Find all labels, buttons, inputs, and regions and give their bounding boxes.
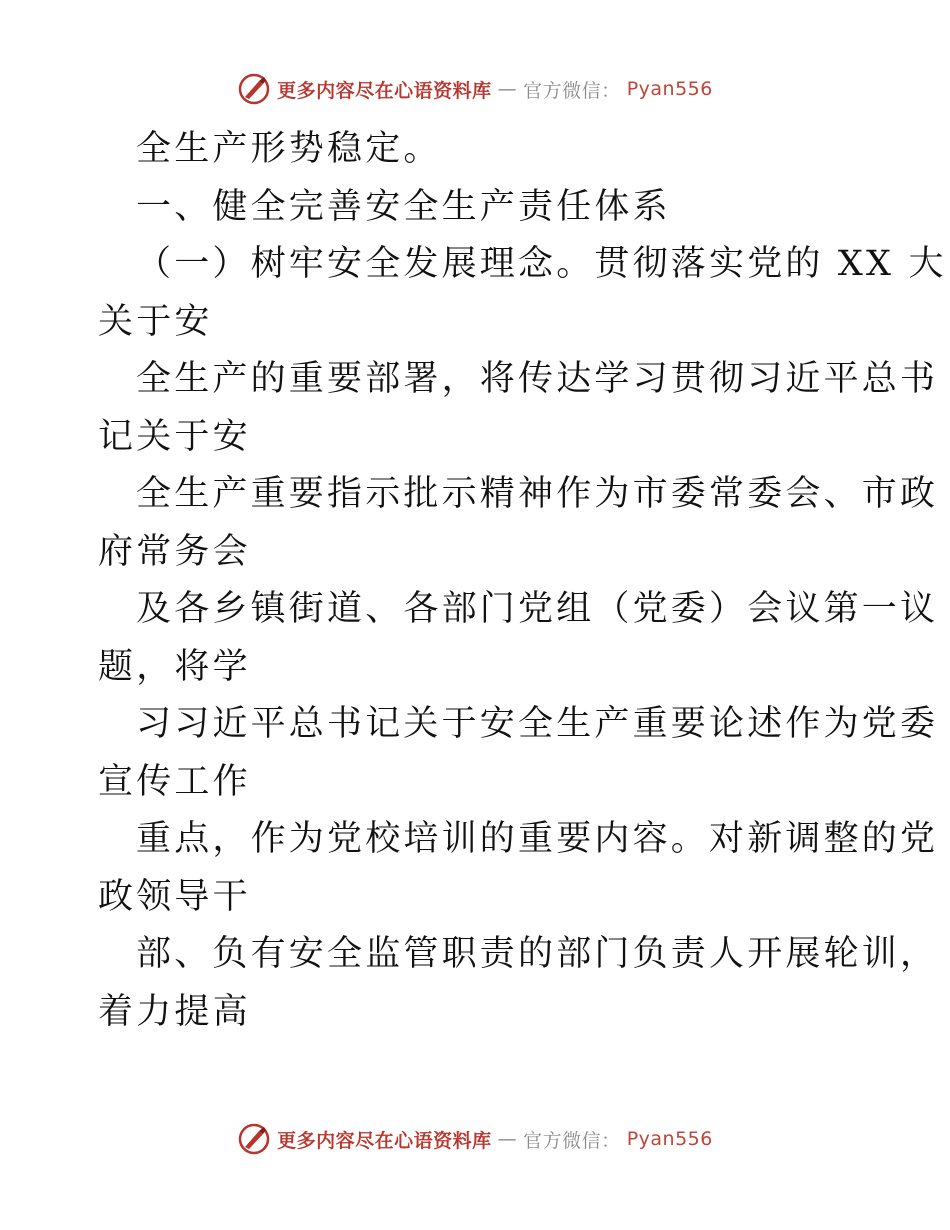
watermark-wechat-id: Pyan556 <box>626 78 713 100</box>
quill-pen-logo-icon <box>237 72 271 106</box>
paragraph-line: 题，将学 <box>98 646 251 687</box>
paragraph-line: 府常务会 <box>98 531 251 572</box>
paragraph-line: 记关于安 <box>98 416 251 457</box>
watermark-prefix: 更多内容尽在心语资料库 <box>277 1129 492 1152</box>
paragraph-line: 全生产形势稳定。 <box>136 129 442 169</box>
section-heading: 一、健全完善安全生产责任体系 <box>136 186 671 227</box>
paragraph-line: 关于安 <box>98 301 213 342</box>
paragraph-line: 习习近平总书记关于安全生产重要论述作为党委 <box>136 704 939 744</box>
quill-pen-logo-icon <box>237 1122 271 1156</box>
paragraph-line: （一）树牢安全发展理念。贯彻落实党的 XX 大 <box>136 244 947 284</box>
watermark-dash: — <box>497 78 518 100</box>
paragraph-line: 部、负有安全监管职责的部门负责人开展轮训， <box>136 934 939 974</box>
paragraph-line: 政领导干 <box>98 876 251 917</box>
watermark-dash: — <box>497 1128 518 1150</box>
paragraph-line: 宣传工作 <box>98 761 251 802</box>
document-body <box>98 121 947 1041</box>
paragraph-line: 全生产的重要部署，将传达学习贯彻习近平总书 <box>136 359 939 399</box>
paragraph-line: 及各乡镇街道、各部门党组（党委）会议第一议 <box>136 589 939 629</box>
paragraph-line: 着力提高 <box>98 991 251 1032</box>
paragraph-line: 重点，作为党校培训的重要内容。对新调整的党 <box>136 819 939 859</box>
watermark-prefix: 更多内容尽在心语资料库 <box>277 79 492 102</box>
watermark-wechat-id: Pyan556 <box>626 1128 713 1150</box>
header-watermark <box>0 72 950 106</box>
watermark-official: 官方微信： <box>523 1129 621 1152</box>
paragraph-line: 全生产重要指示批示精神作为市委常委会、市政 <box>136 474 939 514</box>
watermark-official: 官方微信： <box>523 79 621 102</box>
footer-watermark <box>0 1122 950 1156</box>
